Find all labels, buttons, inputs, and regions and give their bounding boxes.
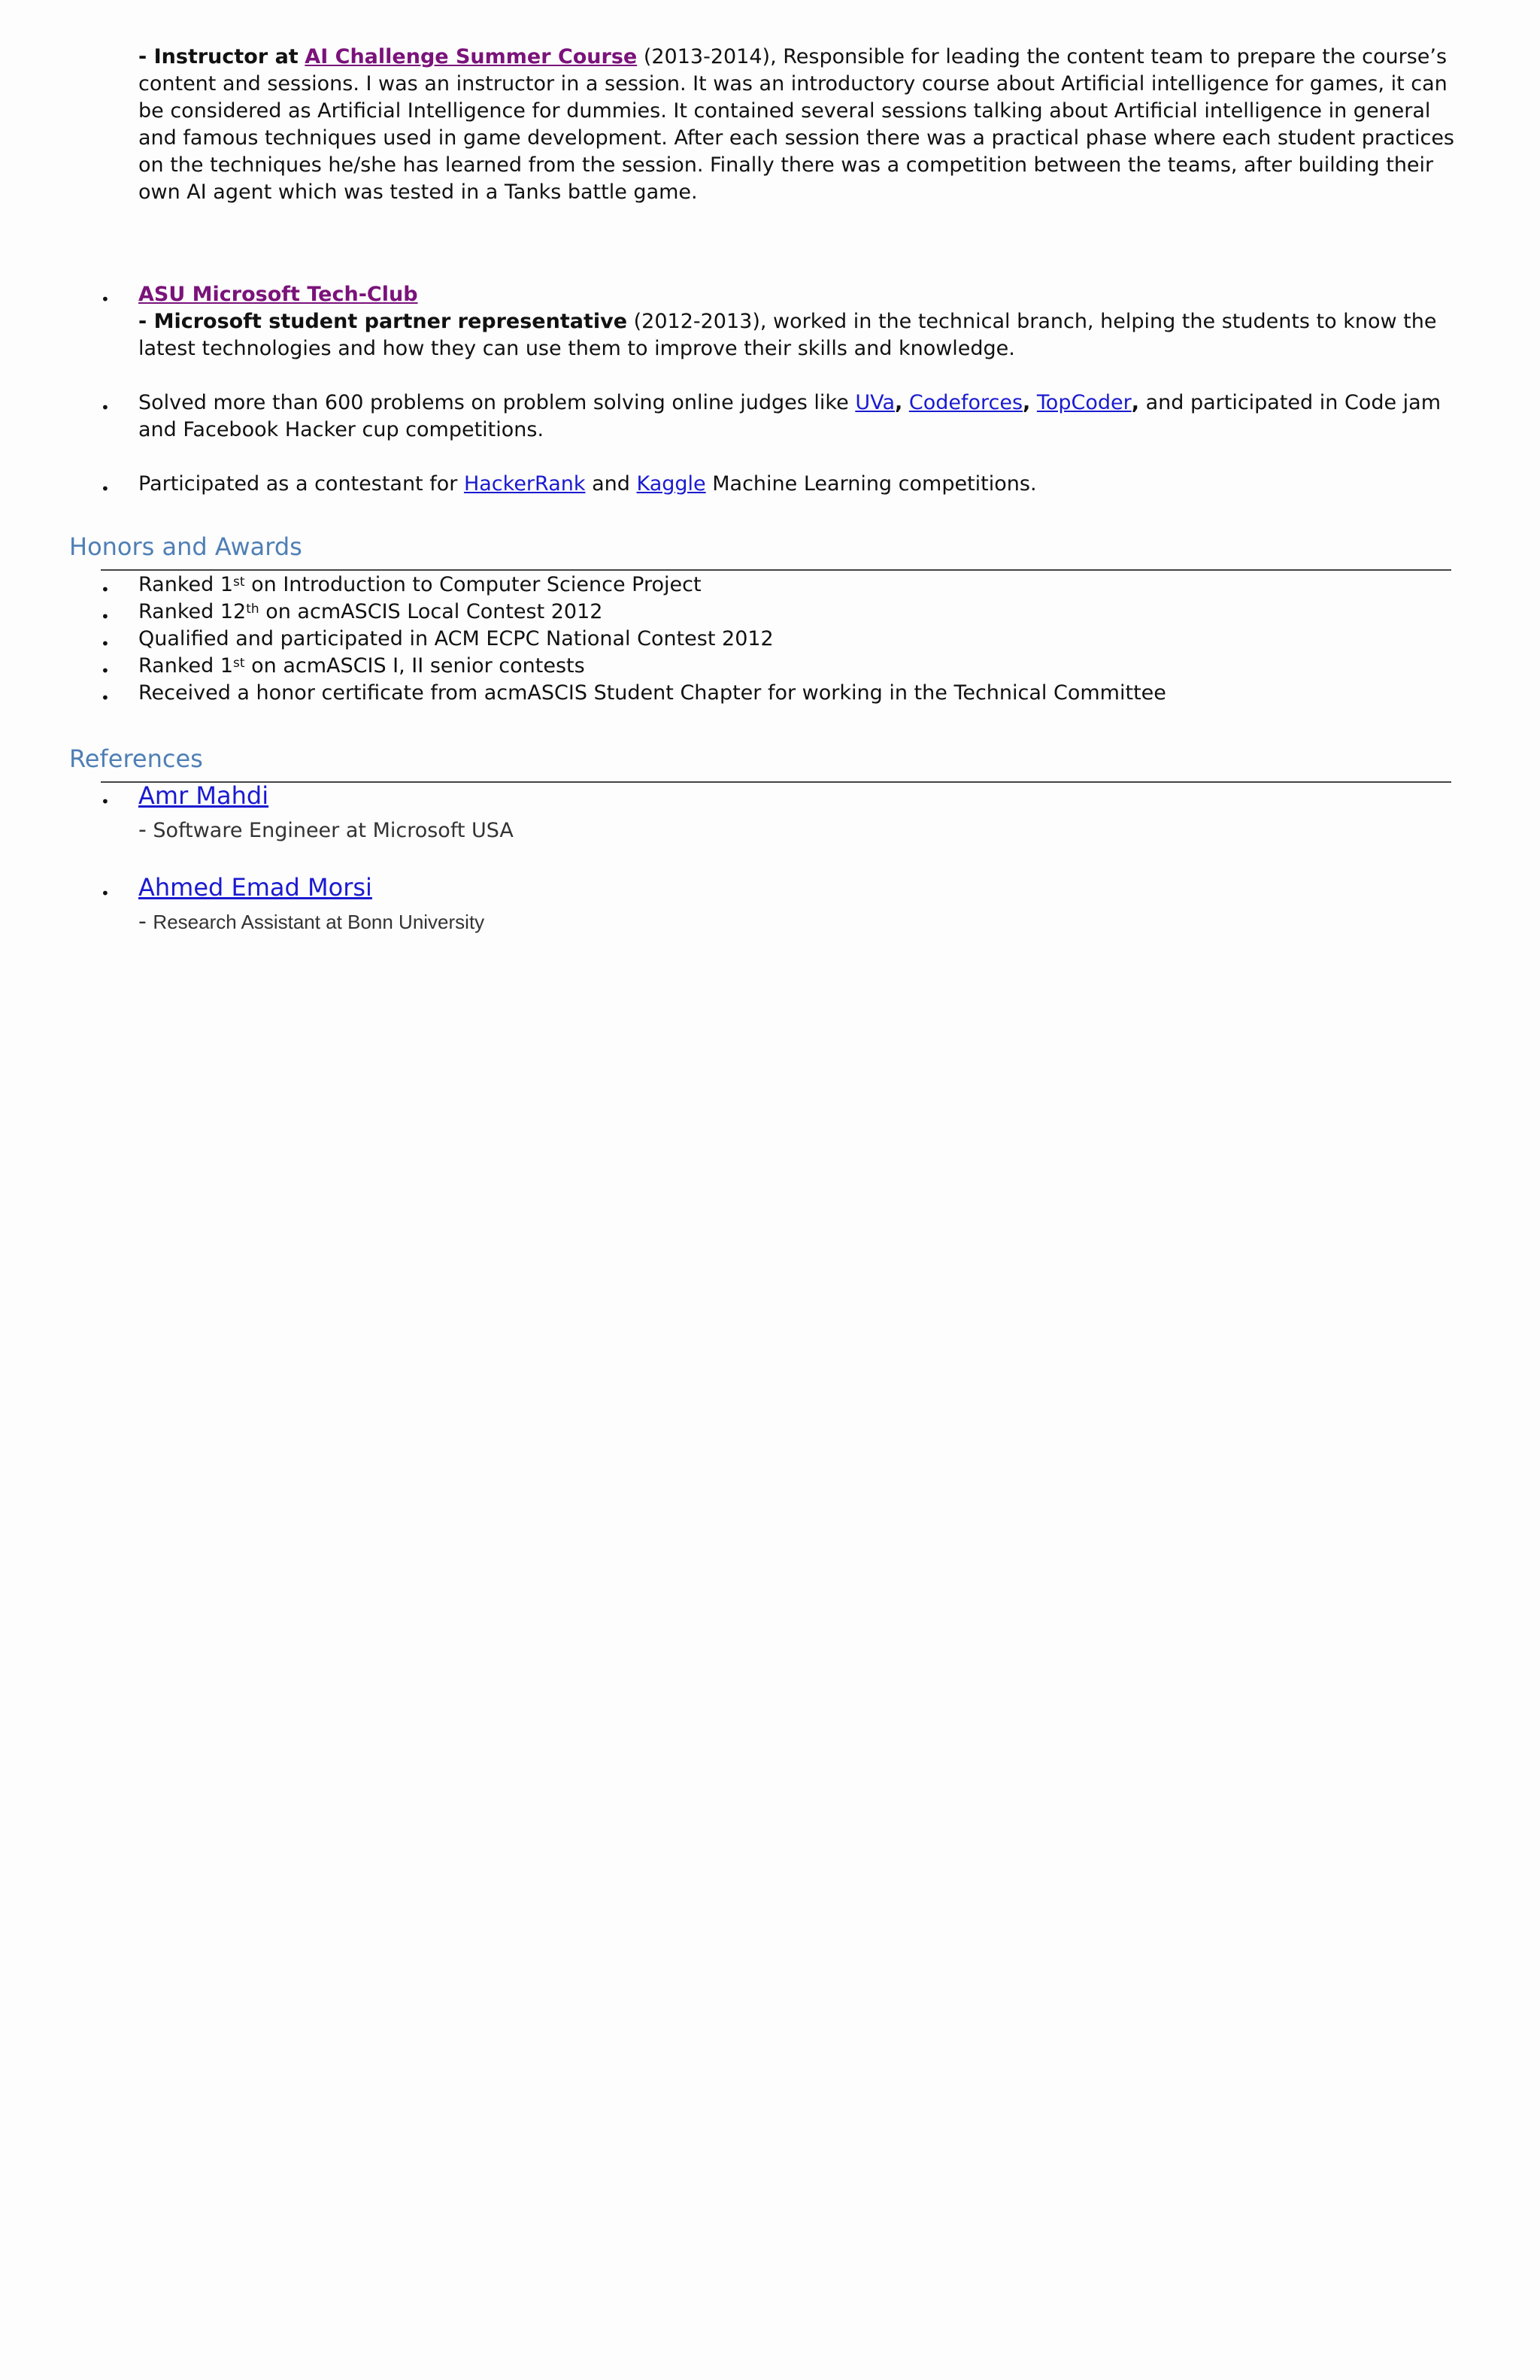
problem-solving-suffix: and participated in Code jam and Facebook Hacker cup competitions.	[138, 391, 1441, 441]
reference-name-link[interactable]: Ahmed Emad Morsi	[138, 873, 372, 902]
reference-detail	[138, 908, 484, 936]
ml-suffix: Machine Learning competitions.	[712, 472, 1037, 496]
honor-text-rest: on Introduction to Computer Science Project	[244, 573, 702, 596]
honor-item	[138, 680, 1166, 707]
reference-detail	[138, 817, 514, 844]
instructor-role: - Instructor at	[138, 45, 299, 68]
reference-description: Software Engineer at Microsoft USA	[153, 819, 514, 842]
reference-name-link[interactable]: Amr Mahdi	[138, 781, 269, 810]
honor-sup: st	[233, 656, 245, 671]
bullet-marker: •	[101, 793, 110, 811]
reference-dash: -	[138, 817, 147, 843]
honor-text: Received a honor certificate from acmASCIS Student Chapter for working in the Technical Committee	[138, 681, 1166, 705]
ai-challenge-entry	[138, 44, 1456, 206]
tech-club-description: (2012-2013), worked in the technical branch, helping the students to know the latest technologies and how they can use them to improve their skills and knowledge.	[138, 310, 1437, 360]
bullet-marker: •	[101, 608, 110, 626]
reference-item	[138, 874, 372, 903]
honor-text-rest: on acmASCIS Local Contest 2012	[259, 600, 603, 623]
honor-text: Ranked 1	[138, 654, 234, 678]
hackerrank-link[interactable]: HackerRank	[463, 472, 586, 496]
honors-section-title: Honors and Awards	[69, 532, 302, 561]
problem-solving-prefix: Solved more than 600 problems on problem solving online judges like	[138, 391, 849, 414]
problem-solving-entry	[138, 390, 1456, 444]
honor-item	[138, 626, 774, 653]
honor-item	[138, 599, 602, 626]
ai-challenge-link[interactable]: AI Challenge Summer Course	[305, 45, 638, 68]
honor-text-rest: on acmASCIS I, II senior contests	[244, 654, 585, 678]
bullet-marker: •	[101, 581, 110, 599]
honor-item	[138, 653, 585, 680]
honor-text: Qualified and participated in ACM ECPC National Contest 2012	[138, 627, 774, 650]
kaggle-link[interactable]: Kaggle	[636, 472, 706, 496]
codeforces-link[interactable]: Codeforces	[908, 391, 1023, 414]
reference-description: Research Assistant at Bonn University	[153, 911, 485, 933]
topcoder-link[interactable]: TopCoder	[1036, 391, 1132, 414]
bullet-marker: •	[101, 662, 110, 680]
ml-competitions-entry	[138, 471, 1456, 498]
tech-club-role: - Microsoft student partner representative	[138, 310, 628, 333]
ml-prefix: Participated as a contestant for	[138, 472, 458, 496]
tech-club-entry	[138, 281, 1456, 362]
separator: ,	[895, 391, 903, 414]
honor-text: Ranked 1	[138, 573, 234, 596]
tech-club-link[interactable]: ASU Microsoft Tech-Club	[138, 283, 418, 306]
honor-sup: st	[233, 575, 245, 590]
section-divider	[101, 569, 1451, 571]
bullet-marker: •	[101, 884, 110, 902]
bullet-marker: •	[101, 290, 110, 308]
section-divider	[101, 781, 1451, 783]
bullet-marker: •	[101, 635, 110, 653]
references-section-title: References	[69, 744, 203, 773]
uva-link[interactable]: UVa	[855, 391, 895, 414]
reference-dash: -	[138, 908, 147, 935]
ai-challenge-description: (2013-2014), Responsible for leading the content team to prepare the course’s content and sessions. I was an instructor in a session. It was an introductory course about Artificial intelligence for games, it can be considered as Artificial Intelligence for dummies. It contained several sessions talking about Artificial intelligence in general and famous techniques used in game development. After each session there was a practical phase where each student practices on the techniques he/she has learned from the session. Finally there was a competition between the teams, after building their own AI agent which was tested in a Tanks battle game.	[138, 45, 1455, 204]
honor-item	[138, 572, 702, 599]
honor-text: Ranked 12	[138, 600, 247, 623]
separator: ,	[1131, 391, 1139, 414]
bullet-marker: •	[101, 399, 110, 417]
ml-mid: and	[592, 472, 630, 496]
honor-sup: th	[246, 602, 259, 617]
bullet-marker: •	[101, 689, 110, 707]
separator: ,	[1023, 391, 1031, 414]
bullet-marker: •	[101, 480, 110, 498]
reference-item	[138, 782, 268, 811]
